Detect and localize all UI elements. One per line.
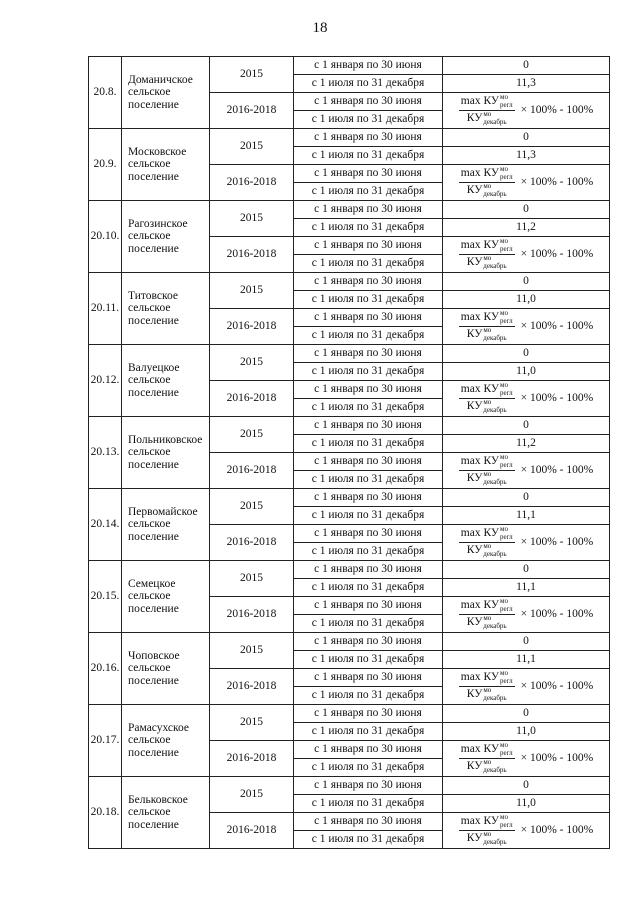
year-cell: 2016-2018 <box>210 813 294 849</box>
year-cell: 2015 <box>210 489 294 525</box>
formula-numerator <box>459 815 515 831</box>
period-cell: с 1 июля по 31 декабря <box>294 471 443 489</box>
formula-sup: мо <box>500 237 508 245</box>
year-cell: 2016-2018 <box>210 381 294 417</box>
formula-numerator <box>459 167 515 183</box>
period-cell: с 1 января по 30 июня <box>294 57 443 75</box>
tariff-table <box>88 56 610 849</box>
formula-numerator <box>459 95 515 111</box>
formula-ku: КУ <box>466 400 483 412</box>
value-cell: 11,0 <box>443 795 610 813</box>
settlement-name: Московское сельское поселение <box>122 129 210 201</box>
value-cell: 11,2 <box>443 219 610 237</box>
formula-ku: КУ <box>466 760 483 772</box>
value-cell: 11,3 <box>443 147 610 165</box>
settlement-name: Бельковское сельское поселение <box>122 777 210 849</box>
value-cell: 11,1 <box>443 507 610 525</box>
formula-sub: декабрь <box>483 694 507 702</box>
year-cell: 2016-2018 <box>210 309 294 345</box>
formula-sub: декабрь <box>483 766 507 774</box>
value-cell: 11,0 <box>443 363 610 381</box>
formula-denominator <box>465 615 509 630</box>
formula-sup: мо <box>500 741 508 749</box>
formula-cell <box>443 669 610 705</box>
formula-numerator <box>459 743 515 759</box>
table-row <box>89 633 610 651</box>
formula-sup: мо <box>483 758 492 766</box>
period-cell: с 1 июля по 31 декабря <box>294 723 443 741</box>
formula-fraction <box>459 239 515 270</box>
formula-tail: × 100% - 100% <box>520 608 594 621</box>
table-row <box>89 705 610 723</box>
row-number: 20.17. <box>89 705 122 777</box>
formula <box>443 383 609 414</box>
formula <box>443 671 609 702</box>
year-cell: 2016-2018 <box>210 741 294 777</box>
formula-max: max КУ <box>460 599 500 611</box>
period-cell: с 1 января по 30 июня <box>294 705 443 723</box>
formula-tail: × 100% - 100% <box>520 536 594 549</box>
year-cell: 2016-2018 <box>210 93 294 129</box>
formula-sup: мо <box>483 254 492 262</box>
period-cell: с 1 июля по 31 декабря <box>294 579 443 597</box>
formula-numerator <box>459 671 515 687</box>
formula-sup: мо <box>483 542 492 550</box>
formula-max: max КУ <box>460 815 500 827</box>
page-number: 18 <box>312 20 328 36</box>
formula-max: max КУ <box>460 743 500 755</box>
formula-sub: декабрь <box>483 406 507 414</box>
formula-ku: КУ <box>466 328 483 340</box>
settlement-name: Титовское сельское поселение <box>122 273 210 345</box>
period-cell: с 1 июля по 31 декабря <box>294 795 443 813</box>
formula-max: max КУ <box>460 167 500 179</box>
period-cell: с 1 июля по 31 декабря <box>294 399 443 417</box>
value-cell: 0 <box>443 273 610 291</box>
settlement-name: Чоповское сельское поселение <box>122 633 210 705</box>
formula-sub: декабрь <box>483 838 507 846</box>
value-cell: 0 <box>443 489 610 507</box>
formula-numerator <box>459 311 515 327</box>
formula-fraction <box>459 599 515 630</box>
formula-sup: мо <box>483 614 492 622</box>
formula-denominator <box>465 543 509 558</box>
formula-tail: × 100% - 100% <box>520 680 594 693</box>
formula-denominator <box>465 687 509 702</box>
value-cell: 0 <box>443 57 610 75</box>
year-cell: 2015 <box>210 273 294 309</box>
formula-tail: × 100% - 100% <box>520 464 594 477</box>
formula-sup: мо <box>483 470 492 478</box>
period-cell: с 1 июля по 31 декабря <box>294 183 443 201</box>
formula-sub: регл <box>499 821 513 829</box>
formula-max: max КУ <box>460 383 500 395</box>
table-row <box>89 273 610 291</box>
settlement-name: Польниковское сельское поселение <box>122 417 210 489</box>
formula-sup: мо <box>483 686 492 694</box>
period-cell: с 1 июля по 31 декабря <box>294 291 443 309</box>
formula-sub: декабрь <box>483 190 507 198</box>
formula-sub: регл <box>499 677 513 685</box>
formula-fraction <box>459 815 515 846</box>
period-cell: с 1 января по 30 июня <box>294 201 443 219</box>
year-cell: 2015 <box>210 705 294 741</box>
formula-sup: мо <box>500 813 508 821</box>
value-cell: 0 <box>443 633 610 651</box>
period-cell: с 1 июля по 31 декабря <box>294 687 443 705</box>
year-cell: 2015 <box>210 633 294 669</box>
formula-cell <box>443 597 610 633</box>
value-cell: 0 <box>443 345 610 363</box>
formula-sub: регл <box>499 749 513 757</box>
row-number: 20.11. <box>89 273 122 345</box>
formula-numerator <box>459 239 515 255</box>
formula <box>443 743 609 774</box>
formula-sup: мо <box>500 453 508 461</box>
formula <box>443 167 609 198</box>
value-cell: 0 <box>443 777 610 795</box>
table-row <box>89 57 610 75</box>
value-cell: 0 <box>443 201 610 219</box>
formula-sub: регл <box>499 605 513 613</box>
formula-sup: мо <box>483 110 492 118</box>
formula-fraction <box>459 527 515 558</box>
formula-denominator <box>465 327 509 342</box>
settlement-name: Валуецкое сельское поселение <box>122 345 210 417</box>
period-cell: с 1 января по 30 июня <box>294 93 443 111</box>
formula-denominator <box>465 759 509 774</box>
year-cell: 2015 <box>210 57 294 93</box>
formula-sub: регл <box>499 173 513 181</box>
formula-cell <box>443 309 610 345</box>
formula-cell <box>443 525 610 561</box>
formula-sup: мо <box>483 398 492 406</box>
formula-max: max КУ <box>460 95 500 107</box>
table-row <box>89 345 610 363</box>
formula-sub: декабрь <box>483 118 507 126</box>
year-cell: 2015 <box>210 417 294 453</box>
year-cell: 2015 <box>210 561 294 597</box>
formula-sup: мо <box>483 326 492 334</box>
period-cell: с 1 июля по 31 декабря <box>294 543 443 561</box>
year-cell: 2015 <box>210 777 294 813</box>
period-cell: с 1 января по 30 июня <box>294 813 443 831</box>
formula-cell <box>443 93 610 129</box>
formula-sub: регл <box>499 389 513 397</box>
formula-sup: мо <box>483 182 492 190</box>
period-cell: с 1 января по 30 июня <box>294 129 443 147</box>
formula-denominator <box>465 255 509 270</box>
period-cell: с 1 января по 30 июня <box>294 345 443 363</box>
formula-ku: КУ <box>466 616 483 628</box>
formula-sup: мо <box>500 669 508 677</box>
formula-tail: × 100% - 100% <box>520 824 594 837</box>
period-cell: с 1 июля по 31 декабря <box>294 75 443 93</box>
value-cell: 11,0 <box>443 291 610 309</box>
value-cell: 11,3 <box>443 75 610 93</box>
period-cell: с 1 июля по 31 декабря <box>294 615 443 633</box>
period-cell: с 1 января по 30 июня <box>294 165 443 183</box>
formula-sup: мо <box>500 381 508 389</box>
settlement-name: Доманичское сельское поселение <box>122 57 210 129</box>
formula-ku: КУ <box>466 832 483 844</box>
formula-sub: декабрь <box>483 622 507 630</box>
period-cell: с 1 января по 30 июня <box>294 489 443 507</box>
formula-sub: регл <box>499 101 513 109</box>
formula <box>443 95 609 126</box>
formula-sub: декабрь <box>483 262 507 270</box>
year-cell: 2016-2018 <box>210 597 294 633</box>
year-cell: 2016-2018 <box>210 165 294 201</box>
year-cell: 2015 <box>210 201 294 237</box>
period-cell: с 1 июля по 31 декабря <box>294 111 443 129</box>
row-number: 20.18. <box>89 777 122 849</box>
formula-tail: × 100% - 100% <box>520 104 594 117</box>
formula <box>443 311 609 342</box>
period-cell: с 1 июля по 31 декабря <box>294 651 443 669</box>
formula-sup: мо <box>500 309 508 317</box>
row-number: 20.14. <box>89 489 122 561</box>
period-cell: с 1 января по 30 июня <box>294 633 443 651</box>
formula-ku: КУ <box>466 184 483 196</box>
period-cell: с 1 января по 30 июня <box>294 381 443 399</box>
row-number: 20.8. <box>89 57 122 129</box>
row-number: 20.16. <box>89 633 122 705</box>
value-cell: 0 <box>443 561 610 579</box>
formula-tail: × 100% - 100% <box>520 752 594 765</box>
year-cell: 2016-2018 <box>210 453 294 489</box>
formula-fraction <box>459 95 515 126</box>
year-cell: 2016-2018 <box>210 525 294 561</box>
formula-ku: КУ <box>466 544 483 556</box>
period-cell: с 1 июля по 31 декабря <box>294 831 443 849</box>
formula-ku: КУ <box>466 472 483 484</box>
formula-cell <box>443 237 610 273</box>
formula <box>443 455 609 486</box>
row-number: 20.15. <box>89 561 122 633</box>
formula-cell <box>443 741 610 777</box>
formula-denominator <box>465 399 509 414</box>
formula-ku: КУ <box>466 256 483 268</box>
formula-tail: × 100% - 100% <box>520 320 594 333</box>
row-number: 20.10. <box>89 201 122 273</box>
value-cell: 11,1 <box>443 579 610 597</box>
formula-sub: регл <box>499 533 513 541</box>
formula <box>443 527 609 558</box>
formula <box>443 239 609 270</box>
formula-fraction <box>459 311 515 342</box>
period-cell: с 1 июля по 31 декабря <box>294 255 443 273</box>
period-cell: с 1 января по 30 июня <box>294 273 443 291</box>
table-row <box>89 561 610 579</box>
value-cell: 0 <box>443 129 610 147</box>
formula-max: max КУ <box>460 455 500 467</box>
settlement-name: Первомайское сельское поселение <box>122 489 210 561</box>
period-cell: с 1 июля по 31 декабря <box>294 435 443 453</box>
formula-numerator <box>459 455 515 471</box>
period-cell: с 1 января по 30 июня <box>294 453 443 471</box>
table-row <box>89 129 610 147</box>
formula-max: max КУ <box>460 239 500 251</box>
formula-fraction <box>459 167 515 198</box>
period-cell: с 1 января по 30 июня <box>294 669 443 687</box>
formula-sub: регл <box>499 461 513 469</box>
year-cell: 2016-2018 <box>210 237 294 273</box>
formula-max: max КУ <box>460 527 500 539</box>
formula-denominator <box>465 111 509 126</box>
year-cell: 2016-2018 <box>210 669 294 705</box>
period-cell: с 1 июля по 31 декабря <box>294 507 443 525</box>
period-cell: с 1 июля по 31 декабря <box>294 759 443 777</box>
formula-sub: декабрь <box>483 334 507 342</box>
period-cell: с 1 июля по 31 декабря <box>294 363 443 381</box>
period-cell: с 1 января по 30 июня <box>294 561 443 579</box>
formula-sub: регл <box>499 245 513 253</box>
formula-denominator <box>465 471 509 486</box>
period-cell: с 1 января по 30 июня <box>294 237 443 255</box>
row-number: 20.13. <box>89 417 122 489</box>
period-cell: с 1 июля по 31 декабря <box>294 147 443 165</box>
formula-sup: мо <box>500 165 508 173</box>
formula-cell <box>443 165 610 201</box>
formula-tail: × 100% - 100% <box>520 176 594 189</box>
formula-tail: × 100% - 100% <box>520 392 594 405</box>
formula-numerator <box>459 599 515 615</box>
period-cell: с 1 января по 30 июня <box>294 417 443 435</box>
period-cell: с 1 января по 30 июня <box>294 597 443 615</box>
formula-numerator <box>459 527 515 543</box>
table-row <box>89 777 610 795</box>
formula <box>443 599 609 630</box>
period-cell: с 1 июля по 31 декабря <box>294 327 443 345</box>
settlement-name: Рамасухское сельское поселение <box>122 705 210 777</box>
formula-max: max КУ <box>460 671 500 683</box>
formula-fraction <box>459 743 515 774</box>
period-cell: с 1 июля по 31 декабря <box>294 219 443 237</box>
formula-sub: декабрь <box>483 478 507 486</box>
value-cell: 0 <box>443 705 610 723</box>
formula-sup: мо <box>500 525 508 533</box>
formula-sup: мо <box>500 93 508 101</box>
value-cell: 11,2 <box>443 435 610 453</box>
year-cell: 2015 <box>210 345 294 381</box>
formula-tail: × 100% - 100% <box>520 248 594 261</box>
year-cell: 2015 <box>210 129 294 165</box>
formula-fraction <box>459 671 515 702</box>
formula-sub: декабрь <box>483 550 507 558</box>
formula-ku: КУ <box>466 112 483 124</box>
period-cell: с 1 января по 30 июня <box>294 309 443 327</box>
formula-denominator <box>465 183 509 198</box>
period-cell: с 1 января по 30 июня <box>294 741 443 759</box>
period-cell: с 1 января по 30 июня <box>294 525 443 543</box>
formula-denominator <box>465 831 509 846</box>
formula-fraction <box>459 383 515 414</box>
table-row <box>89 489 610 507</box>
table-row <box>89 201 610 219</box>
formula-cell <box>443 381 610 417</box>
formula-sub: регл <box>499 317 513 325</box>
formula-cell <box>443 453 610 489</box>
formula-max: max КУ <box>460 311 500 323</box>
formula-ku: КУ <box>466 688 483 700</box>
formula-fraction <box>459 455 515 486</box>
settlement-name: Рагозинское сельское поселение <box>122 201 210 273</box>
settlement-name: Семецкое сельское поселение <box>122 561 210 633</box>
table-row <box>89 417 610 435</box>
period-cell: с 1 января по 30 июня <box>294 777 443 795</box>
formula <box>443 815 609 846</box>
formula-sup: мо <box>483 830 492 838</box>
formula-sup: мо <box>500 597 508 605</box>
row-number: 20.9. <box>89 129 122 201</box>
value-cell: 0 <box>443 417 610 435</box>
formula-cell <box>443 813 610 849</box>
formula-numerator <box>459 383 515 399</box>
value-cell: 11,0 <box>443 723 610 741</box>
value-cell: 11,1 <box>443 651 610 669</box>
row-number: 20.12. <box>89 345 122 417</box>
